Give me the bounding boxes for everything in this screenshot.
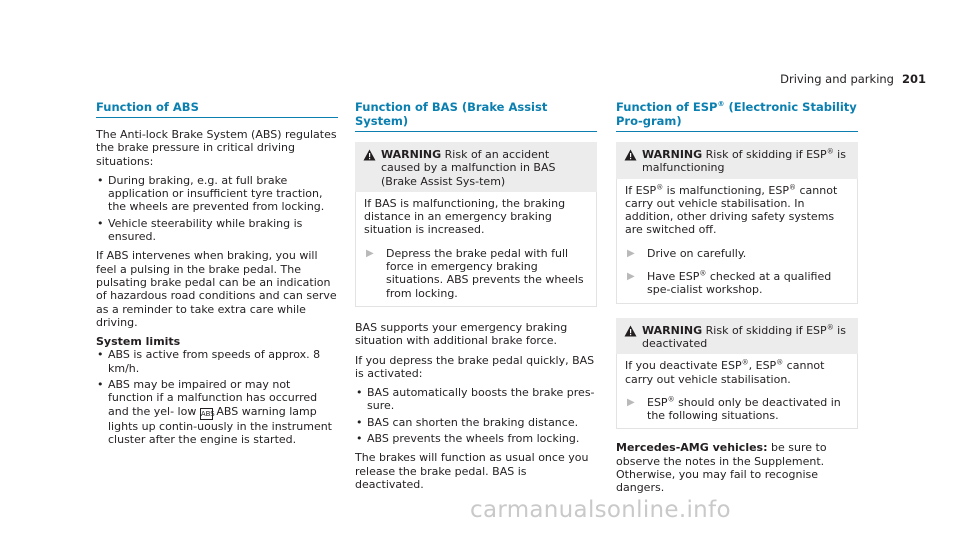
step-arrow-icon: ▶ [366, 247, 374, 259]
system-limits-heading: System limits [96, 335, 181, 349]
system-limits-list [96, 348, 338, 446]
list-item: • BAS automatically boosts the brake pres-sure. [355, 386, 597, 413]
warning-step: ▶ Drive on carefully. [627, 246, 747, 260]
section-title: Driving and parking [780, 72, 894, 86]
warning-label: WARNING [642, 148, 703, 161]
bas-paragraph-3: The brakes will function as usual once you release the brake pedal. BAS is deactivated. [355, 451, 589, 491]
column-abs [96, 100, 338, 452]
step-arrow-icon: ▶ [627, 247, 635, 259]
page-number: 201 [901, 72, 926, 86]
warning-triangle-icon [363, 148, 381, 188]
warning-triangle-icon [624, 148, 642, 175]
warning-label: WARNING [381, 148, 442, 161]
esp-warning-box-2: WARNING Risk of skidding if ESP® is deactivated [616, 318, 858, 355]
list-item: • ABS is active from speeds of approx. 8 km/h. [96, 348, 338, 375]
warning-headline: Risk of an accident caused by a malfunction in BAS (Brake Assist Sys-tem) [381, 148, 556, 188]
esp-heading: Function of ESP® (Electronic Stability Pro-gram) [616, 100, 858, 132]
step-arrow-icon: ▶ [627, 271, 635, 283]
amg-note: Mercedes-AMG vehicles: be sure to observe the notes in the Supplement. Otherwise, you may fail to recognise dangers. [616, 441, 827, 495]
warning-label: WARNING [642, 323, 703, 337]
list-item: • BAS can shorten the braking distance. [355, 416, 597, 429]
bas-paragraph-2: If you depress the brake pedal quickly, BAS is activated: [355, 353, 595, 380]
abs-intro: The Anti-lock Brake System (ABS) regulates the brake pressure in critical driving situations: [96, 128, 337, 168]
esp-warning-box-1: WARNING Risk of skidding if ESP® is malfunctioning [616, 142, 858, 179]
bas-paragraph-1: BAS supports your emergency braking situation with additional brake force. [355, 320, 568, 348]
warning-text: If BAS is malfunctioning, the braking distance in an emergency braking situation is increased. [364, 196, 566, 237]
abs-paragraph: If ABS intervenes when braking, you will feel a pulsing in the brake pedal. The pulsating brake pedal can be an indication of hazardous road conditions and can serve as a reminder to take extra care while driving. [96, 249, 337, 329]
bas-bullet-list [355, 386, 597, 445]
list-item: • Vehicle steerability while braking is ensured. [96, 217, 338, 244]
column-bas [355, 100, 597, 497]
warning-triangle-icon [624, 324, 642, 351]
warning-text: If you deactivate ESP®, ESP® cannot carry out vehicle stabilisation. [625, 358, 825, 386]
warning-step: ▶ Depress the brake pedal with full force in emergency braking situations. ABS prevents the wheels from locking. [366, 246, 584, 300]
watermark: carmanualsonline.info [470, 497, 731, 523]
esp-warning-body-1 [616, 179, 858, 304]
warning-step: ▶ ESP® should only be deactivated in the following situations. [627, 395, 841, 423]
list-item: • During braking, e.g. at full brake application or insufficient tyre traction, the wheels are prevented from locking. [96, 174, 338, 214]
abs-heading: Function of ABS [96, 100, 338, 118]
bas-warning-box [355, 142, 597, 192]
step-arrow-icon: ▶ [627, 396, 635, 408]
list-item: • ABS may be impaired or may not function if a malfunction has occurred and the yel- low ABS ABS warning lamp lights up contin-uously in the instrument cluster after the engine is started. [96, 378, 338, 446]
bas-heading: Function of BAS (Brake Assist System) [355, 100, 597, 132]
bas-warning-body [355, 192, 597, 307]
abs-warning-lamp-icon: ABS [200, 409, 215, 418]
warning-step: ▶ Have ESP® checked at a qualified spe-cialist workshop. [627, 269, 832, 297]
list-item: • ABS prevents the wheels from locking. [355, 432, 597, 445]
esp-warning-body-2 [616, 354, 858, 429]
page-header [780, 72, 926, 86]
column-esp [616, 100, 858, 501]
abs-bullet-list [96, 174, 338, 243]
warning-text: If ESP® is malfunctioning, ESP® cannot carry out vehicle stabilisation. In addition, other driving safety systems are switched off. [625, 182, 838, 237]
